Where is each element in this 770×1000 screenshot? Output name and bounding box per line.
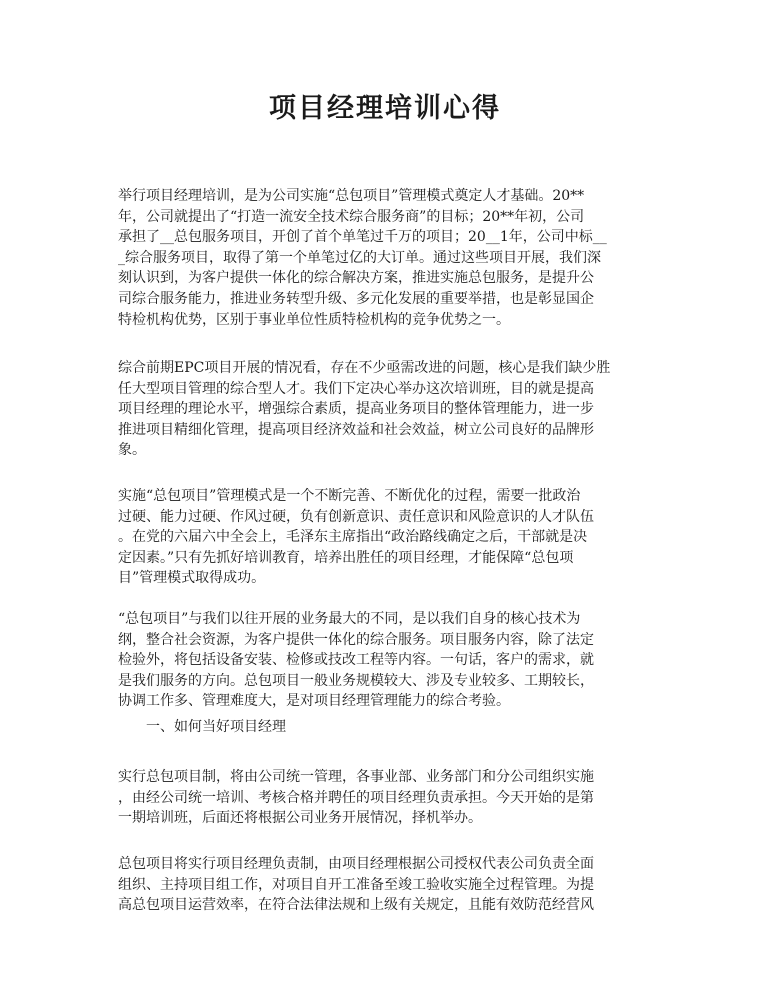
paragraph-line: 实施“总包项目”管理模式是一个不断完善、不断优化的过程，需要一批政治 [118, 488, 581, 504]
paragraph-line: 总包项目将实行项目经理负责制，由项目经理根据公司授权代表公司负责全面 [118, 856, 594, 872]
paragraph-line: 纲，整合社会资源，为客户提供一体化的综合服务。项目服务内容，除了法定 [118, 631, 594, 648]
paragraph-line: 象。 [118, 442, 146, 459]
paragraph-line: 推进项目精细化管理，提高项目经济效益和社会效益，树立公司良好的品牌形 [118, 421, 594, 438]
paragraph-line: 刻认识到，为客户提供一体化的综合解决方案，推进实施总包服务，是提升公 [118, 270, 594, 287]
paragraph-line: “总包项目”与我们以往开展的业务最大的不同，是以我们自身的核心技术为 [118, 611, 581, 627]
paragraph-line: 检验外，将包括设备安装、检修或技改工程等内容。一句话，客户的需求，就 [118, 652, 594, 669]
paragraph-line: 司综合服务能力，推进业务转型升级、多元化发展的重要举措，也是彰显国企 [118, 290, 594, 307]
paragraph-2 [118, 358, 652, 461]
section-heading: 一、如何当好项目经理 [146, 719, 286, 735]
paragraph-line: 。在党的六届六中全会上，毛泽东主席指出“政治路线确定之后，干部就是决 [118, 529, 588, 546]
paragraph-line: 特检机构优势，区别于事业单位性质特检机构的竞争优势之一。 [118, 311, 510, 328]
paragraph-line: 过硬、能力过硬、作风过硬，负有创新意识、责任意识和风险意识的人才队伍 [118, 508, 594, 525]
paragraph-line: 任大型项目管理的综合型人才。我们下定决心举办这次培训班，目的就是提高 [118, 380, 594, 397]
paragraph-line: 定因素。”只有先抓好培训教育，培养出胜任的项目经理，才能保障“总包项 [118, 549, 574, 566]
paragraph-6 [118, 854, 652, 916]
paragraph-line: 是我们服务的方向。总包项目一般业务规模较大、涉及专业较多、工期较长， [118, 672, 594, 689]
paragraph-line: 综合前期EPC项目开展的情况看，存在不少亟需改进的问题，核心是我们缺少胜 [118, 360, 611, 376]
paragraph-4 [118, 609, 652, 712]
paragraph-line: _综合服务项目，取得了第一个单笔过亿的大订单。通过这些项目开展，我们深 [118, 249, 601, 266]
paragraph-line: 项目经理的理论水平，增强综合素质，提高业务项目的整体管理能力，进一步 [118, 401, 594, 418]
document-title: 项目经理培训心得 [269, 93, 501, 124]
paragraph-line: 组织、主持项目组工作，对项目自开工准备至竣工验收实施全过程管理。为提 [118, 876, 594, 893]
paragraph-line: 协调工作多、管理难度大，是对项目经理管理能力的综合考验。 [118, 693, 510, 710]
paragraph-line: 承担了__总包服务项目，开创了首个单笔过千万的项目；20__1年，公司中标__ [118, 229, 607, 246]
paragraph-line: 举行项目经理培训，是为公司实施“总包项目”管理模式奠定人才基础。20** [118, 188, 585, 204]
paragraph-line: 目”管理模式取得成功。 [118, 570, 266, 587]
paragraph-5 [118, 767, 652, 829]
paragraph-1 [118, 186, 652, 330]
paragraph-line: ，由经公司统一培训、考核合格并聘任的项目经理负责承担。今天开始的是第 [118, 789, 594, 806]
paragraph-line: 实行总包项目制，将由公司统一管理，各事业部、业务部门和分公司组织实施 [118, 769, 594, 785]
paragraph-line: 年，公司就提出了“打造一流安全技术综合服务商”的目标；20**年初，公司 [118, 208, 585, 225]
paragraph-line: 高总包项目运营效率，在符合法律法规和上级有关规定，且能有效防范经营风 [118, 897, 594, 914]
paragraph-line: 一期培训班，后面还将根据公司业务开展情况，择机举办。 [118, 810, 482, 827]
paragraph-3 [118, 486, 652, 589]
